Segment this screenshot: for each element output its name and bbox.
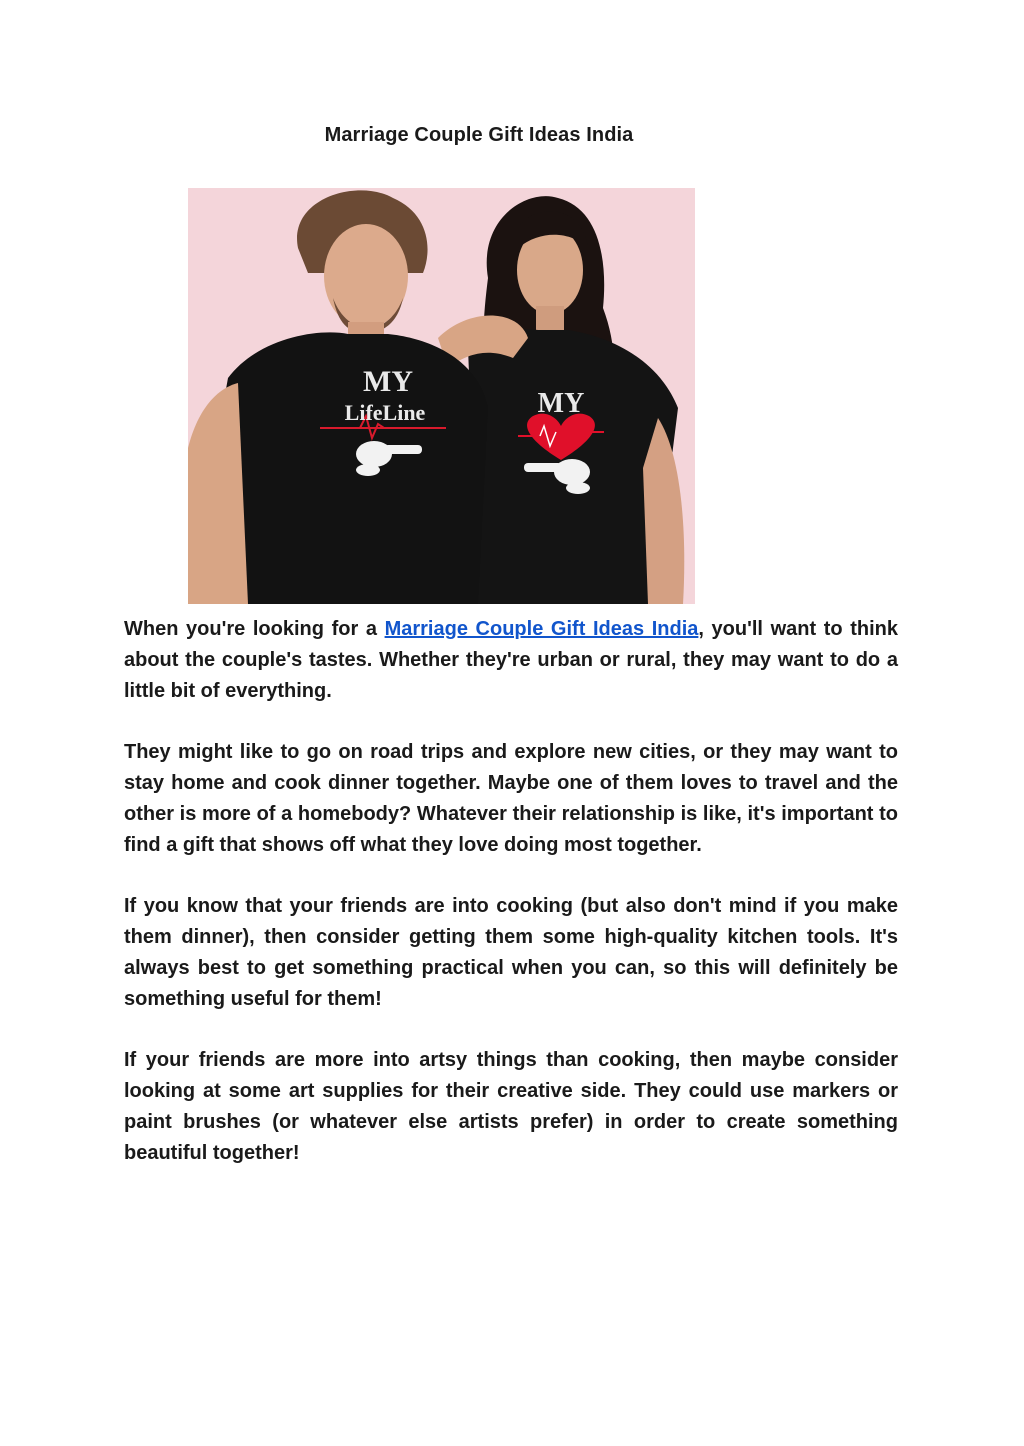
document-title: Marriage Couple Gift Ideas India (324, 124, 634, 146)
paragraph-1 (124, 614, 898, 706)
paragraph-4: If your friends are more into artsy things than cooking, then maybe consider looking at some art supplies for their creative side. They could use markers or paint brushes (or whatever else artists prefer) in order to create something beautiful together! (124, 1049, 898, 1164)
article-body (124, 614, 898, 1199)
shirt-print-lifeline: LifeLine (344, 400, 426, 425)
paragraph-3: If you know that your friends are into cooking (but also don't mind if you make them dinner), then consider getting them some high-quality kitchen tools. It's always best to get something practical when you can, so this will definitely be something useful for them! (124, 895, 898, 1010)
couple-photo (188, 188, 695, 604)
paragraph-1-intro: When you're looking for a (124, 618, 385, 640)
gift-ideas-link[interactable]: Marriage Couple Gift Ideas India (384, 618, 699, 640)
shirt-print-my-right: MY (537, 388, 585, 419)
paragraph-2: They might like to go on road trips and explore new cities, or they may want to stay home and cook dinner together. Maybe one of them loves to travel and the other is more of a homebody? Whatever their relationship is like, it's important to find a gift that shows off what they love doing most together. (124, 741, 898, 856)
paragraph-1-rest: , you'll want to think about the couple's tastes. Whether they're urban or rural, they may want to do a little bit of everything. (124, 618, 898, 702)
shirt-print-my-left: MY (363, 365, 413, 398)
